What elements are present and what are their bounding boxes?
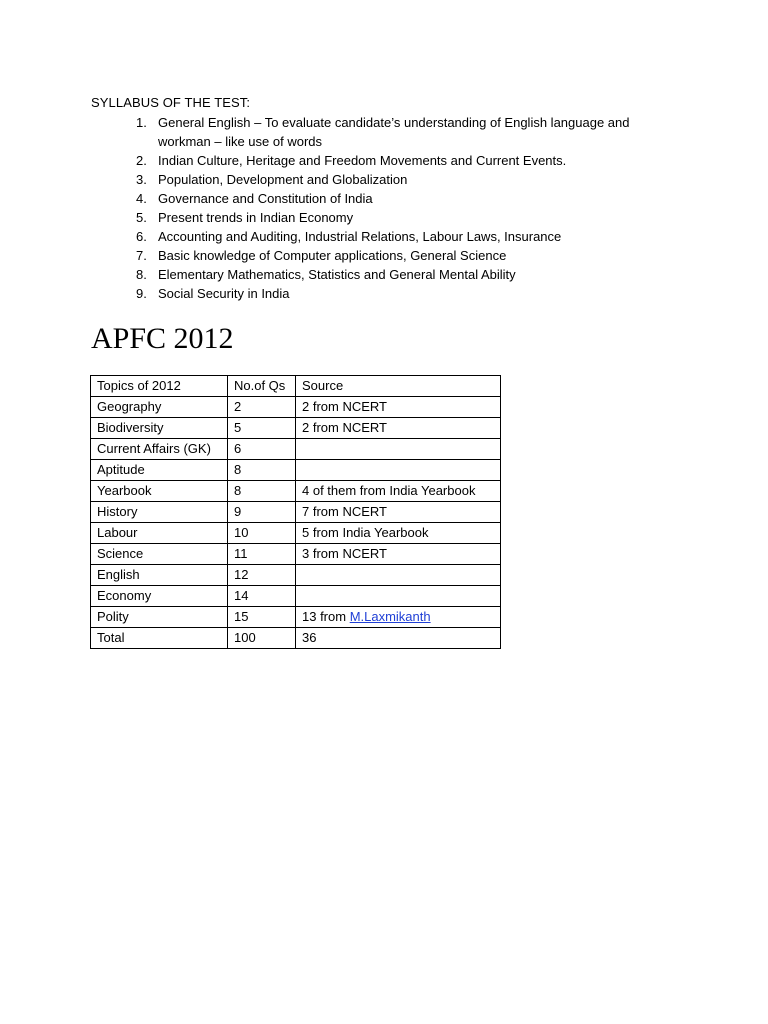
list-item <box>91 189 691 208</box>
source-text: 13 from <box>302 609 350 624</box>
column-header-topic: Topics of 2012 <box>91 376 228 397</box>
list-item <box>91 208 691 227</box>
cell-topic: Geography <box>91 397 228 418</box>
syllabus-heading: SYLLABUS OF THE TEST: <box>91 95 251 110</box>
list-item-number: 6. <box>136 229 147 244</box>
syllabus-list <box>91 113 691 303</box>
cell-topic: Yearbook <box>91 481 228 502</box>
cell-count: 9 <box>228 502 296 523</box>
table-row <box>91 607 501 628</box>
source-text: 5 from India Yearbook <box>302 525 429 540</box>
list-item-text: Basic knowledge of Computer applications, General Science <box>158 248 507 263</box>
list-item <box>91 151 691 170</box>
list-item <box>91 265 691 284</box>
list-item <box>91 170 691 189</box>
page-title: APFC 2012 <box>91 322 234 355</box>
table-row <box>91 523 501 544</box>
cell-topic: Aptitude <box>91 460 228 481</box>
list-item-number: 4. <box>136 191 147 206</box>
list-item-number: 5. <box>136 210 147 225</box>
cell-source <box>296 439 501 460</box>
cell-count: 10 <box>228 523 296 544</box>
table-row <box>91 502 501 523</box>
source-text: 36 <box>302 630 317 645</box>
cell-count: 6 <box>228 439 296 460</box>
cell-topic: Polity <box>91 607 228 628</box>
list-item-number: 7. <box>136 248 147 263</box>
list-item-number: 2. <box>136 153 147 168</box>
cell-count: 12 <box>228 565 296 586</box>
cell-source <box>296 586 501 607</box>
table-row <box>91 544 501 565</box>
table-row <box>91 418 501 439</box>
source-text: 2 from NCERT <box>302 399 387 414</box>
table-body <box>91 397 501 649</box>
list-item-text: Governance and Constitution of India <box>158 191 373 206</box>
list-item-text: Population, Development and Globalization <box>158 172 408 187</box>
topics-table <box>90 375 501 649</box>
list-item-number: 3. <box>136 172 147 187</box>
cell-count: 2 <box>228 397 296 418</box>
table-row <box>91 628 501 649</box>
source-link[interactable]: M.Laxmikanth <box>349 609 431 624</box>
cell-count: 11 <box>228 544 296 565</box>
source-text: 2 from NCERT <box>302 420 387 435</box>
cell-source <box>296 502 501 523</box>
column-header-source: Source <box>296 376 501 397</box>
list-item <box>91 227 691 246</box>
table-row <box>91 460 501 481</box>
cell-count: 8 <box>228 481 296 502</box>
cell-topic: English <box>91 565 228 586</box>
list-item <box>91 113 691 151</box>
table-row <box>91 565 501 586</box>
cell-topic: Total <box>91 628 228 649</box>
cell-source <box>296 481 501 502</box>
list-item <box>91 246 691 265</box>
list-item-text: workman – like use of words <box>158 134 323 149</box>
cell-source <box>296 397 501 418</box>
list-item-number: 8. <box>136 267 147 282</box>
list-item-text: Accounting and Auditing, Industrial Relations, Labour Laws, Insurance <box>158 229 562 244</box>
list-item-text: Elementary Mathematics, Statistics and General Mental Ability <box>158 267 516 282</box>
column-header-count: No.of Qs <box>228 376 296 397</box>
cell-count: 14 <box>228 586 296 607</box>
list-item-number: 1. <box>136 115 147 130</box>
cell-source <box>296 418 501 439</box>
table-row <box>91 439 501 460</box>
table-header-row <box>91 376 501 397</box>
cell-topic: Economy <box>91 586 228 607</box>
table-row <box>91 397 501 418</box>
list-item-text: Social Security in India <box>158 286 290 301</box>
cell-topic: Biodiversity <box>91 418 228 439</box>
cell-source <box>296 565 501 586</box>
table-row <box>91 481 501 502</box>
cell-topic: Labour <box>91 523 228 544</box>
cell-topic: Current Affairs (GK) <box>91 439 228 460</box>
cell-topic: History <box>91 502 228 523</box>
source-text: 3 from NCERT <box>302 546 387 561</box>
cell-source <box>296 607 501 628</box>
list-item-text: Present trends in Indian Economy <box>158 210 354 225</box>
list-item <box>91 284 691 303</box>
cell-count: 15 <box>228 607 296 628</box>
cell-count: 5 <box>228 418 296 439</box>
cell-source <box>296 544 501 565</box>
list-item-text: Indian Culture, Heritage and Freedom Movements and Current Events. <box>158 153 567 168</box>
cell-count: 8 <box>228 460 296 481</box>
source-text: 4 of them from India Yearbook <box>302 483 476 498</box>
source-text: 7 from NCERT <box>302 504 387 519</box>
cell-source <box>296 460 501 481</box>
cell-source <box>296 628 501 649</box>
cell-source <box>296 523 501 544</box>
list-item-number: 9. <box>136 286 147 301</box>
list-item-text: General English – To evaluate candidate’s understanding of English language and <box>158 115 630 130</box>
cell-count: 100 <box>228 628 296 649</box>
table-row <box>91 586 501 607</box>
cell-topic: Science <box>91 544 228 565</box>
